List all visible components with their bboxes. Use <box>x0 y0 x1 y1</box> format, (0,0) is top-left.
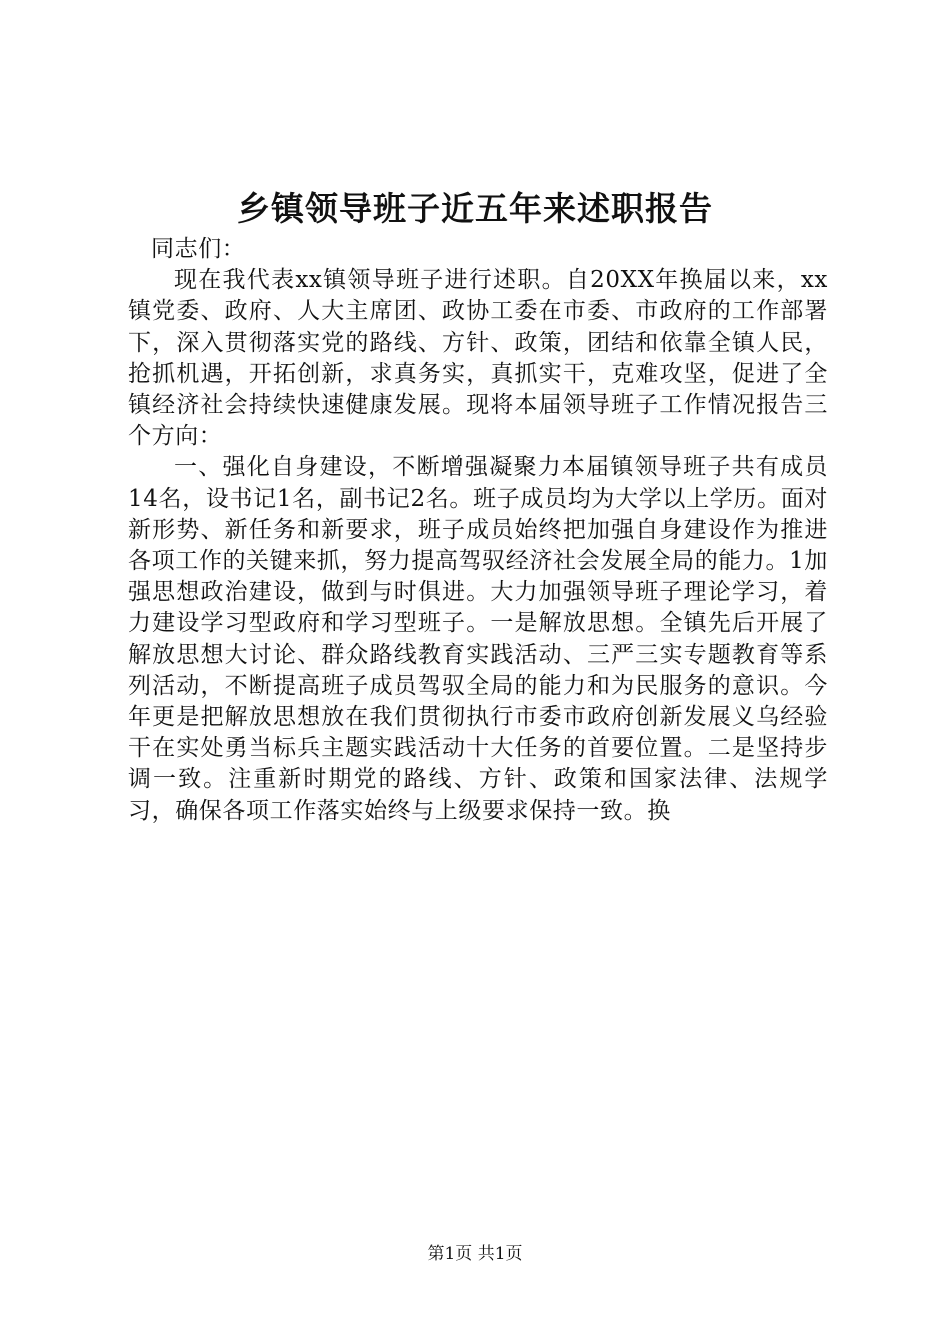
document-title: 乡镇领导班子近五年来述职报告 <box>237 189 713 228</box>
paragraph-intro: 现在我代表xx镇领导班子进行述职。自20XX年换届以来，xx镇党委、政府、人大主席团、政协工委在市委、市政府的工作部署下，深入贯彻落实党的路线、方针、政策，团结和依靠全镇人民，抢抓机遇，开拓创新，求真务实，真抓实干，克难攻坚，促进了全镇经济社会持续快速健康发展。现将本届领导班子工作情况报告三个方向： <box>128 267 828 450</box>
greeting-line: 同志们： <box>151 236 246 262</box>
document-body <box>128 234 828 827</box>
page-footer: 第1页 共1页 <box>427 1244 523 1264</box>
paragraph-section-one: 一、强化自身建设，不断增强凝聚力本届镇领导班子共有成员14名，设书记1名，副书记2名。班子成员均为大学以上学历。面对新形势、新任务和新要求，班子成员始终把加强自身建设作为推进各项工作的关键来抓，努力提高驾驭经济社会发展全局的能力。1加强思想政治建设，做到与时俱进。大力加强领导班子理论学习，着力建设学习型政府和学习型班子。一是解放思想。全镇先后开展了解放思想大讨论、群众路线教育实践活动、三严三实专题教育等系列活动，不断提高班子成员驾驭全局的能力和为民服务的意识。今年更是把解放思想放在我们贯彻执行市委市政府创新发展义乌经验干在实处勇当标兵主题实践活动十大任务的首要位置。二是坚持步调一致。注重新时期党的路线、方针、政策和国家法律、法规学习，确保各项工作落实始终与上级要求保持一致。换 <box>128 454 828 824</box>
